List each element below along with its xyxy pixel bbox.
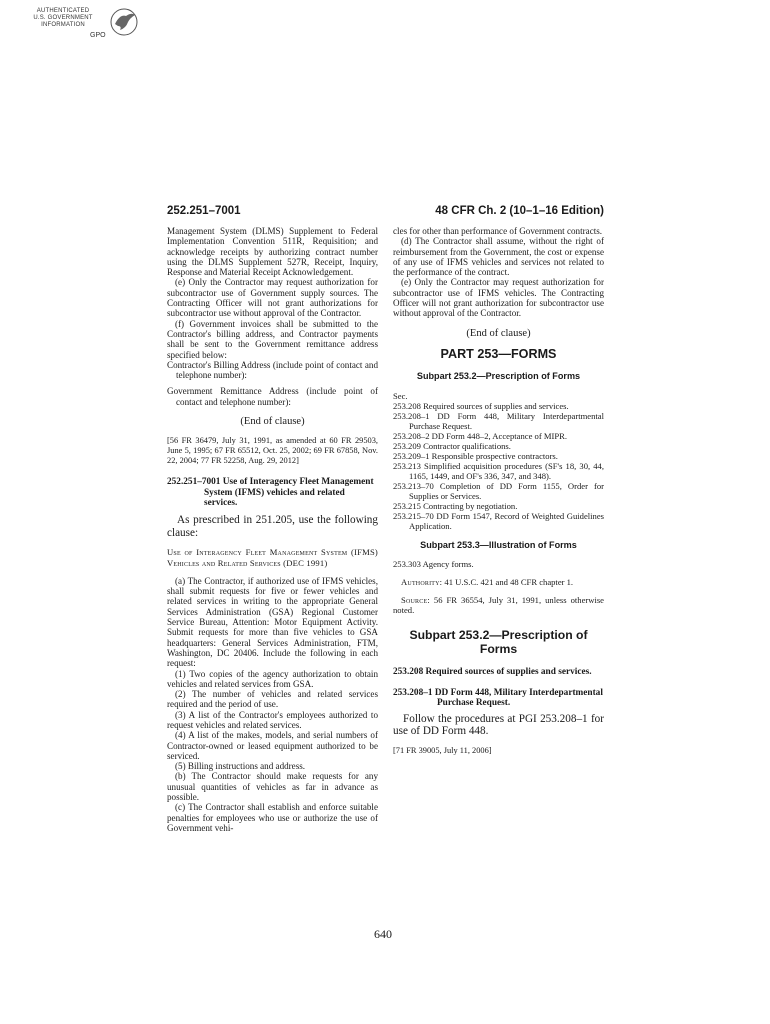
- toc-item-agency-forms: 253.303 Agency forms.: [393, 558, 474, 569]
- toc-item: 253.215 Contracting by negotiation.: [393, 500, 518, 511]
- right-column: [393, 226, 604, 756]
- section-heading-253-208-1: 253.208–1 DD Form 448, Military Interdepartmental Purchase Request.: [393, 688, 603, 709]
- table-of-contents: [393, 391, 604, 531]
- page-number: 640: [374, 927, 392, 941]
- toc-item: 253.208–2 DD Form 448–2, Acceptance of MIPR.: [393, 430, 568, 441]
- paragraph-e: (e) Only the Contractor may request authorization for subcontractor use of Government supply sources. The Contracting Officer will not grant authorizations for subcontractor use without approval of the Contractor.: [167, 277, 378, 319]
- source-line: [393, 595, 604, 615]
- paragraph-d: (d) The Contractor shall assume, without the right of reimbursement from the Government, the cost or expense of any use of IFMS vehicles and services not related to the performance of the contract.: [393, 236, 604, 278]
- running-header-title: 48 CFR Ch. 2 (10–1–16 Edition): [435, 205, 604, 217]
- paragraph-c: (c) The Contractor shall establish and enforce suitable penalties for employees who use or authorize the use of Government vehi-: [167, 802, 378, 833]
- part-title: PART 253—FORMS: [440, 346, 557, 361]
- authority-line: [393, 577, 604, 587]
- sec-label: Sec.: [393, 390, 408, 401]
- clause-title: Use of Interagency Fleet Management System (IFMS) Vehicles and Related Services (DEC 1991): [167, 547, 378, 568]
- gpo-authentication-logo: [28, 6, 143, 44]
- left-column: [167, 226, 378, 833]
- toc-item: 253.209–1 Responsible prospective contractors.: [393, 450, 558, 461]
- toc-item: 253.213–70 Completion of DD Form 1155, Order for Supplies or Services.: [393, 480, 604, 501]
- follow-procedures-text: Follow the procedures at PGI 253.208–1 for use of DD Form 448.: [393, 712, 604, 738]
- billing-address-line: Contractor's Billing Address (include point of contact and telephone number):: [167, 359, 378, 381]
- eagle-seal-icon: [108, 6, 140, 38]
- citation: [56 FR 36479, July 31, 1991, as amended at 60 FR 29503, June 5, 1995; 67 FR 65512, Oct. 25, 2002; 69 FR 67858, Nov. 22, 2004; 77 FR 52258, Aug. 29, 2012]: [167, 436, 378, 466]
- paragraph-f: (f) Government invoices shall be submitted to the Contractor's billing address, and Contractor payments shall be sent to the Government remittance address specified below:: [167, 318, 378, 360]
- end-of-clause-right: (End of clause): [466, 327, 531, 339]
- authority-label: Authority:: [401, 576, 443, 587]
- paragraph-e-right: (e) Only the Contractor may request authorization for subcontractor use of IFMS vehicles. The Contracting Officer will not grant authorization for subcontractor use without approval of the Contractor.: [393, 277, 604, 319]
- subpart-heading-2: Subpart 253.3—Illustration of Forms: [420, 539, 577, 550]
- paragraph-a5: (5) Billing instructions and address.: [175, 761, 306, 772]
- toc-item: 253.209 Contractor qualifications.: [393, 440, 511, 451]
- toc-item: 253.213 Simplified acquisition procedures (SF's 18, 30, 44, 1165, 1449, and OF's 336, 347, and 348).: [393, 460, 604, 481]
- section-heading-253-208: 253.208 Required sources of supplies and services.: [393, 666, 592, 677]
- section-heading-252-251-7001: 252.251–7001 Use of Interagency Fleet Management System (IFMS) vehicles and related services.: [167, 477, 374, 508]
- toc-item: 253.208 Required sources of supplies and services.: [393, 400, 569, 411]
- authority-text: 41 U.S.C. 421 and 48 CFR chapter 1.: [444, 576, 574, 587]
- subpart-heading-1: Subpart 253.2—Prescription of Forms: [416, 371, 581, 382]
- paragraph-dlms: Management System (DLMS) Supplement to Federal Implementation Convention 511R, Requisition; and acknowledge receipts by authorizing contract number using the DLMS Supplement 527R, Receipt, Inquiry, Response and Material Receipt Acknowledgement.: [167, 226, 378, 278]
- toc-item: 253.208–1 DD Form 448, Military Interdepartmental Purchase Request.: [393, 410, 604, 431]
- paragraph-a1: (1) Two copies of the agency authorization to obtain vehicles and related services from GSA.: [167, 668, 378, 689]
- paragraph-a: (a) The Contractor, if authorized use of IFMS vehicles, shall submit requests for five or fewer vehicles and related services in writing to the appropriate General Services Administration (GSA) Regional Customer Service Bureau, Attention: Motor Equipment Activity. Submit requests for more than five vehicles to GSA headquarters: General Services Administration, FTM, Washington, DC 20406. Include the following in each request:: [167, 575, 378, 669]
- subpart-heading-3: Subpart 253.2—Prescription of Forms: [409, 627, 588, 656]
- toc-item: 253.215–70 DD Form 1547, Record of Weighted Guidelines Application.: [393, 510, 604, 531]
- end-of-clause: (End of clause): [240, 416, 305, 428]
- logo-text: AUTHENTICATED U.S. GOVERNMENT INFORMATION: [33, 8, 93, 28]
- citation-right: [71 FR 39005, July 11, 2006]: [393, 745, 492, 755]
- paragraph-a3: (3) A list of the Contractor's employees authorized to request vehicles and related services.: [167, 709, 378, 730]
- source-label: Source:: [401, 594, 430, 605]
- paragraph-a2: (2) The number of vehicles and related services required and the period of use.: [167, 689, 378, 710]
- paragraph-continued: cles for other than performance of Government contracts.: [393, 226, 603, 236]
- source-text: 56 FR 36554, July 31, 1991, unless otherwise noted.: [393, 594, 604, 615]
- paragraph-a4: (4) A list of the makes, models, and serial numbers of Contractor-owned or leased equipment authorized to be serviced.: [167, 730, 378, 761]
- remittance-address-line: Government Remittance Address (include point of contact and telephone number):: [167, 386, 378, 407]
- prescribed-text: As prescribed in 251.205, use the following clause:: [167, 514, 378, 539]
- logo-gpo-text: GPO: [90, 32, 106, 39]
- running-header-section: 252.251–7001: [167, 205, 241, 217]
- paragraph-b: (b) The Contractor should make requests for any unusual quantities of vehicles as far in advance as possible.: [167, 771, 378, 803]
